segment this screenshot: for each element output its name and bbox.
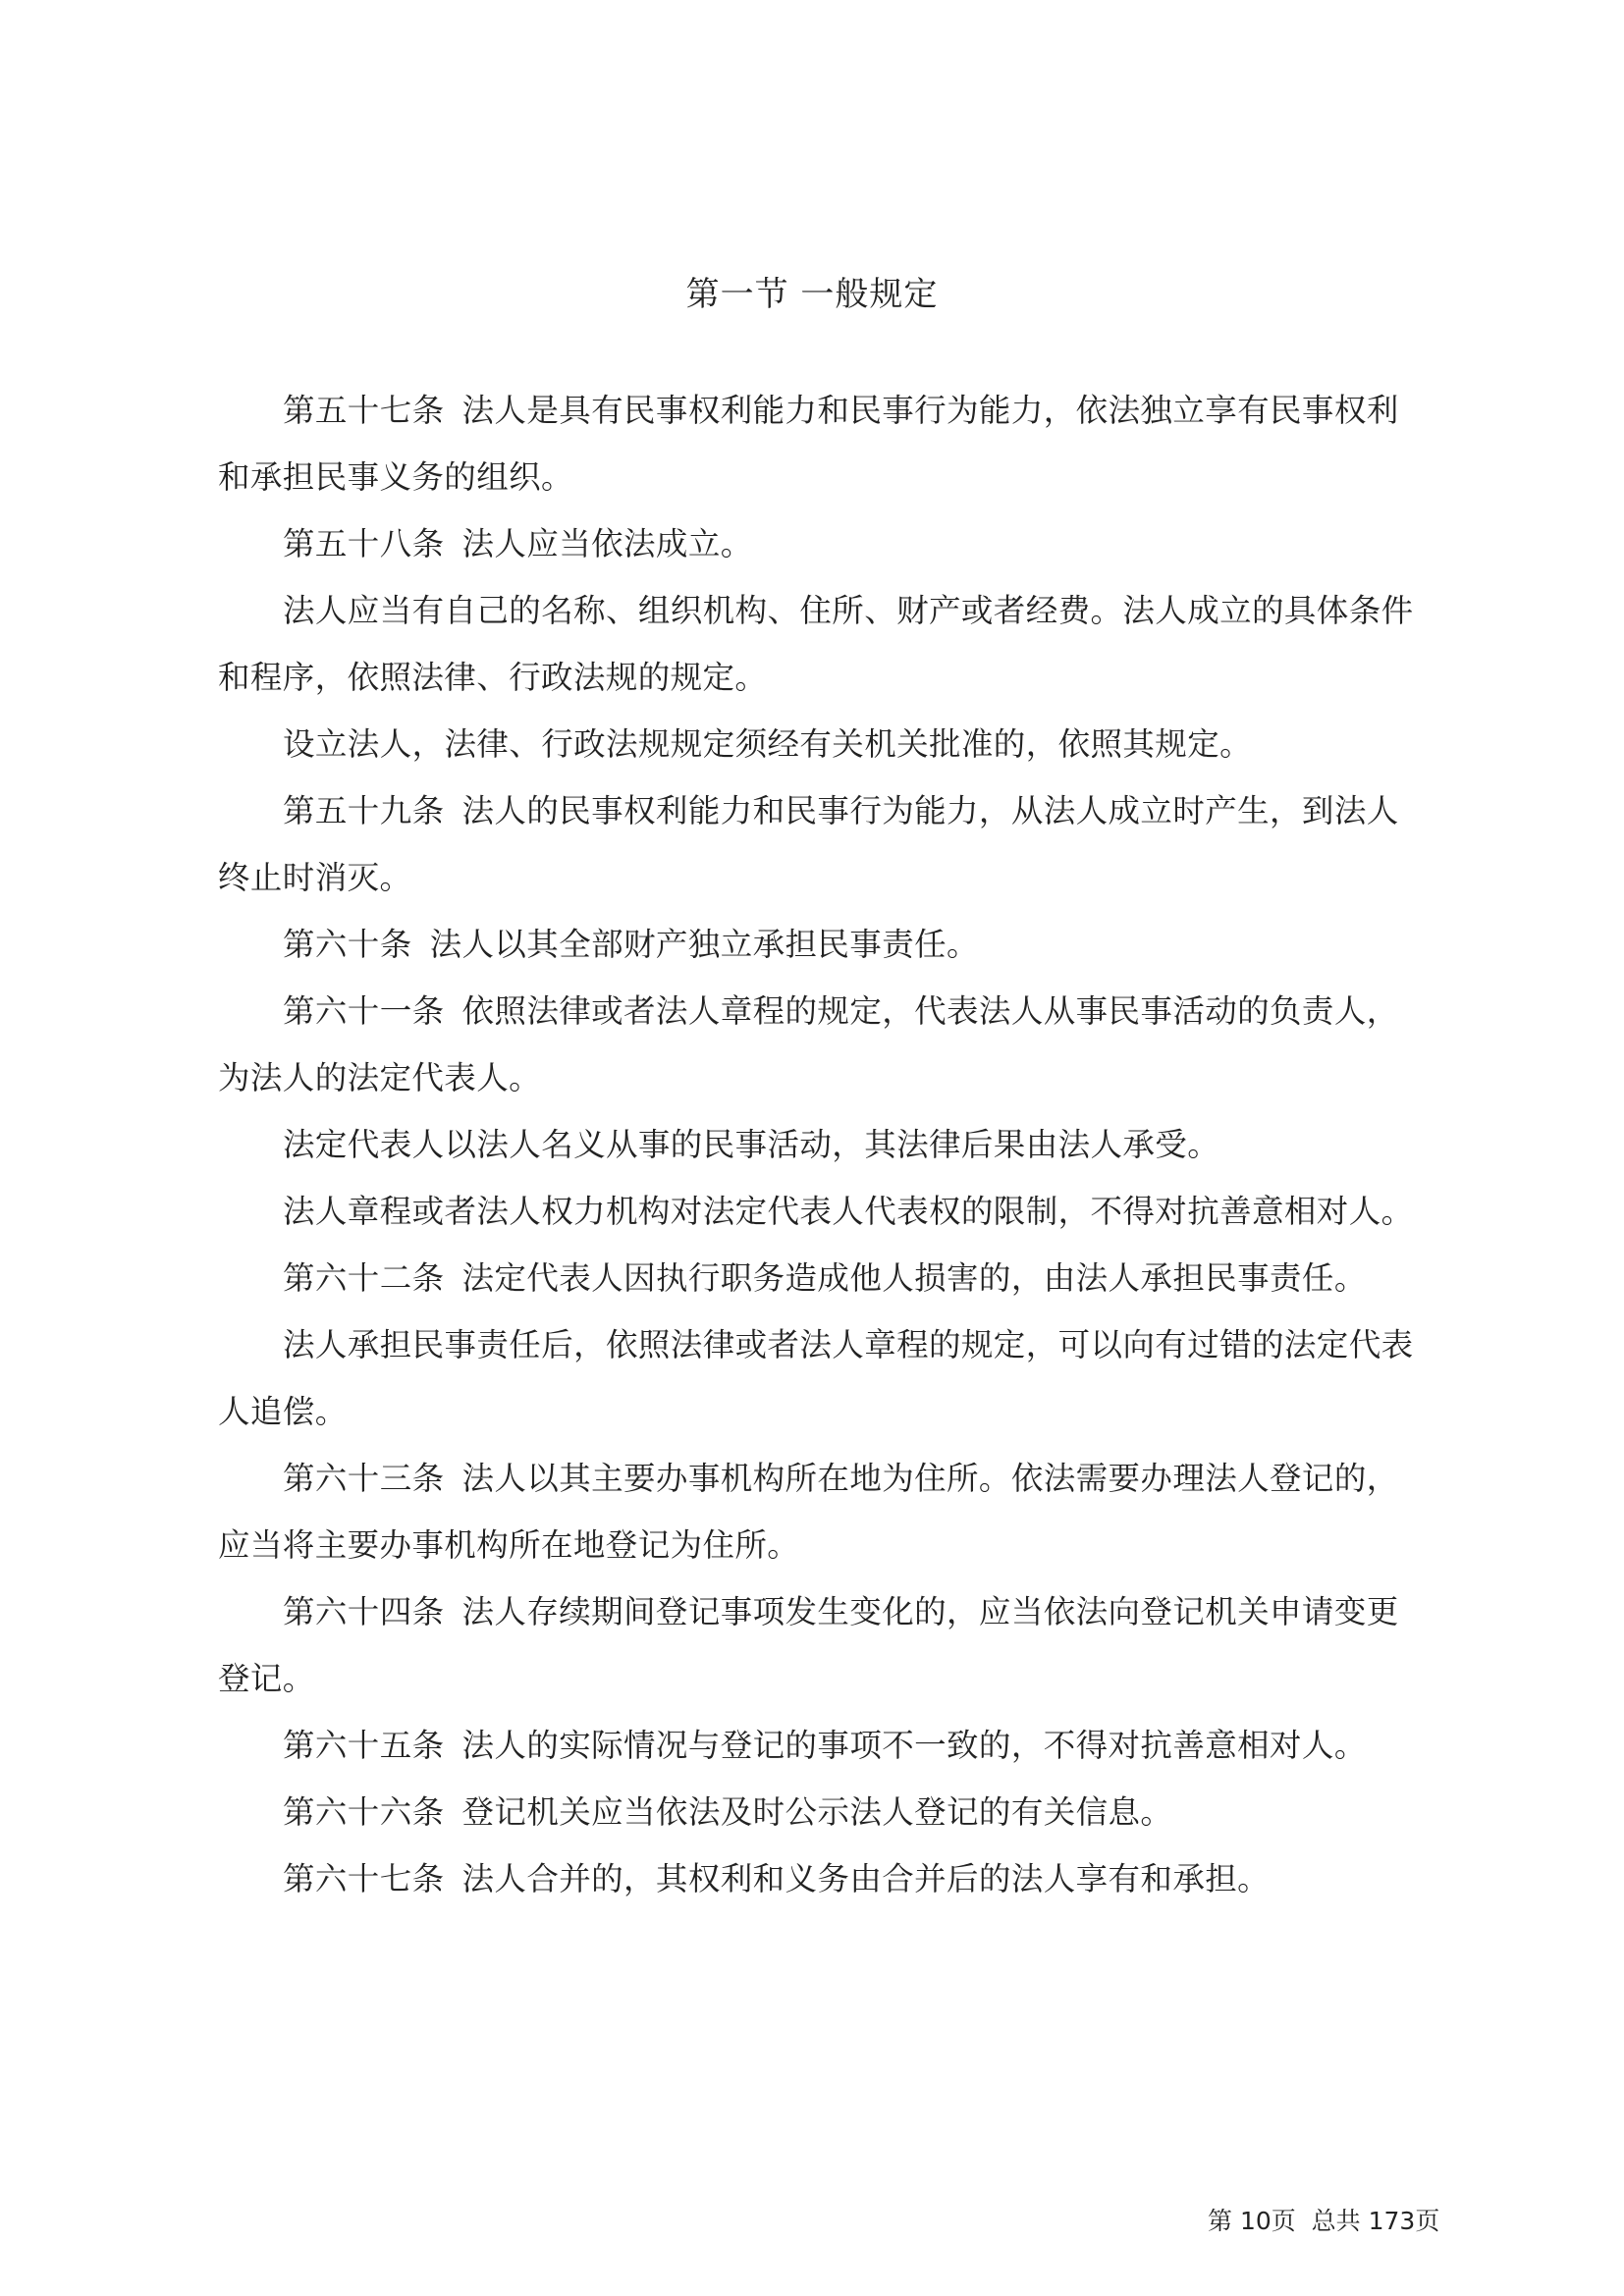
paragraph-text: 法人是具有民事权利能力和民事行为能力，依法独立享有民事权利和承担民事义务的组织。 xyxy=(218,392,1399,496)
article-number: 第六十五条 xyxy=(283,1727,445,1764)
article-number: 第六十三条 xyxy=(283,1460,445,1497)
paragraph-text: 法人存续期间登记事项发生变化的，应当依法向登记机关申请变更登记。 xyxy=(218,1593,1399,1697)
paragraph-text: 法定代表人因执行职务造成他人损害的，由法人承担民事责任。 xyxy=(461,1259,1367,1297)
article-number: 第五十七条 xyxy=(283,392,445,429)
paragraph xyxy=(218,577,1421,711)
article-number: 第六十六条 xyxy=(283,1793,445,1831)
page-number: 第 10页 xyxy=(1208,2207,1296,2235)
paragraph-text: 法人以其全部财产独立承担民事责任。 xyxy=(429,926,979,963)
paragraph-text: 法人以其主要办事机构所在地为住所。依法需要办理法人登记的，应当将主要办事机构所在地登记为住所。 xyxy=(218,1460,1399,1564)
paragraph xyxy=(218,1445,1421,1578)
article-number: 第五十八条 xyxy=(283,525,445,562)
paragraph-text: 法人的民事权利能力和民事行为能力，从法人成立时产生，到法人终止时消灭。 xyxy=(218,792,1399,896)
paragraph xyxy=(218,911,1421,978)
paragraph xyxy=(218,1245,1421,1311)
paragraph xyxy=(218,1311,1421,1445)
article-number: 第五十九条 xyxy=(283,792,445,829)
page-footer xyxy=(1208,2206,1443,2237)
article-body xyxy=(218,377,1421,1912)
paragraph xyxy=(218,1578,1421,1712)
paragraph-text: 设立法人，法律、行政法规规定须经有关机关批准的，依照其规定。 xyxy=(283,725,1253,763)
paragraph-text: 法人合并的，其权利和义务由合并后的法人享有和承担。 xyxy=(461,1860,1271,1897)
article-number: 第六十七条 xyxy=(283,1860,445,1897)
section-title: 第一节 一般规定 xyxy=(685,275,939,314)
paragraph xyxy=(218,1111,1421,1178)
article-number: 第六十一条 xyxy=(283,992,445,1030)
paragraph xyxy=(218,1779,1421,1845)
article-number: 第六十二条 xyxy=(283,1259,445,1297)
paragraph-text: 依照法律或者法人章程的规定，代表法人从事民事活动的负责人，为法人的法定代表人。 xyxy=(218,992,1399,1096)
paragraph-text: 法人应当依法成立。 xyxy=(461,525,753,562)
paragraph-text: 法人应当有自己的名称、组织机构、住所、财产或者经费。法人成立的具体条件和程序，依照法律、行政法规的规定。 xyxy=(218,592,1414,696)
paragraph-text: 法定代表人以法人名义从事的民事活动，其法律后果由法人承受。 xyxy=(283,1126,1220,1163)
paragraph xyxy=(218,711,1421,777)
article-number: 第六十条 xyxy=(283,926,412,963)
paragraph-text: 法人的实际情况与登记的事项不一致的，不得对抗善意相对人。 xyxy=(461,1727,1367,1764)
paragraph xyxy=(218,1178,1421,1245)
paragraph-text: 法人章程或者法人权力机构对法定代表人代表权的限制，不得对抗善意相对人。 xyxy=(283,1193,1414,1230)
paragraph xyxy=(218,377,1421,510)
total-pages: 总共 173页 xyxy=(1311,2207,1440,2235)
paragraph xyxy=(218,510,1421,577)
paragraph xyxy=(218,1712,1421,1779)
paragraph-text: 法人承担民事责任后，依照法律或者法人章程的规定，可以向有过错的法定代表人追偿。 xyxy=(218,1326,1414,1430)
paragraph-text: 登记机关应当依法及时公示法人登记的有关信息。 xyxy=(461,1793,1173,1831)
article-number: 第六十四条 xyxy=(283,1593,445,1630)
paragraph xyxy=(218,777,1421,911)
paragraph xyxy=(218,1845,1421,1912)
paragraph xyxy=(218,978,1421,1111)
